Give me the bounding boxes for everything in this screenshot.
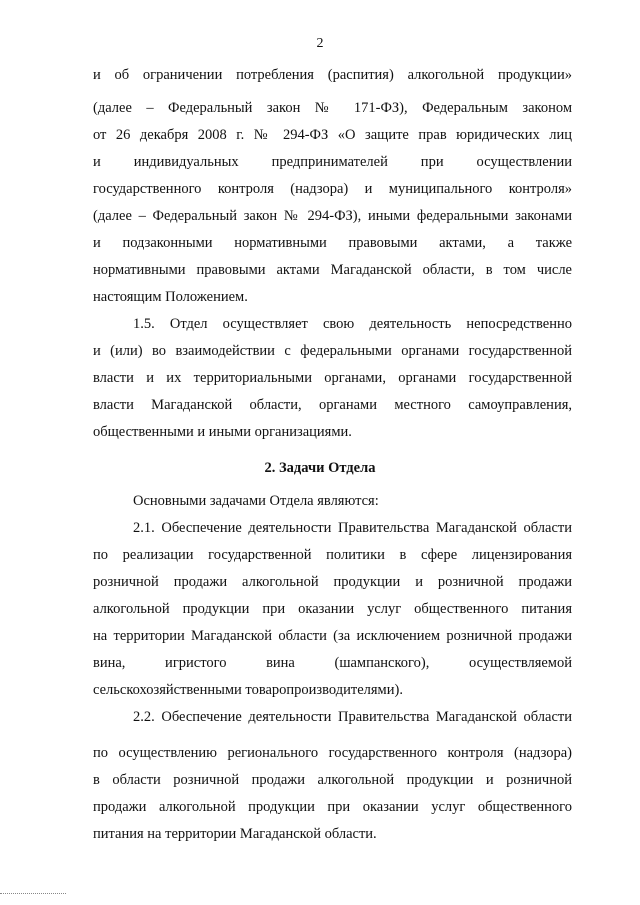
body-line: розничной продажи алкогольной продукции и розничной продажи	[93, 574, 572, 590]
footer-rule	[0, 893, 66, 894]
body-line: (далее – Федеральный закон № 294-ФЗ), иными федеральными законами	[93, 208, 572, 224]
body-line: от 26 декабря 2008 г. № 294-ФЗ «О защите прав юридических лиц	[93, 127, 572, 143]
body-line: общественными и иными организациями.	[93, 424, 352, 440]
body-line: и индивидуальных предпринимателей при осуществлении	[93, 154, 572, 170]
body-line: и об ограничении потребления (распития) алкогольной продукции»	[93, 67, 572, 83]
body-line: по осуществлению регионального государственного контроля (надзора)	[93, 745, 572, 761]
body-line: алкогольной продукции при оказании услуг общественного питания	[93, 601, 572, 617]
body-line: власти Магаданской области, органами местного самоуправления,	[93, 397, 572, 413]
body-line: 1.5. Отдел осуществляет свою деятельность непосредственно	[133, 316, 572, 332]
body-line: (далее – Федеральный закон № 171-ФЗ), Федеральным законом	[93, 100, 572, 116]
body-line: государственного контроля (надзора) и муниципального контроля»	[93, 181, 572, 197]
body-line: и подзаконными нормативными правовыми актами, а также	[93, 235, 572, 251]
body-line: Основными задачами Отдела являются:	[133, 493, 379, 509]
body-line: настоящим Положением.	[93, 289, 248, 305]
body-line: 2.1. Обеспечение деятельности Правительства Магаданской области	[133, 520, 572, 536]
body-line: власти и их территориальными органами, органами государственной	[93, 370, 572, 386]
body-line: питания на территории Магаданской области.	[93, 826, 377, 842]
body-line: в области розничной продажи алкогольной продукции и розничной	[93, 772, 572, 788]
section-heading: 2. Задачи Отдела	[264, 460, 376, 476]
body-line: на территории Магаданской области (за исключением розничной продажи	[93, 628, 572, 644]
body-line: продажи алкогольной продукции при оказании услуг общественного	[93, 799, 572, 815]
body-line: нормативными правовыми актами Магаданской области, в том числе	[93, 262, 572, 278]
body-line: и (или) во взаимодействии с федеральными органами государственной	[93, 343, 572, 359]
page-number: 2	[316, 36, 324, 51]
body-line: по реализации государственной политики в сфере лицензирования	[93, 547, 572, 563]
body-line: сельскохозяйственными товаропроизводителями).	[93, 682, 403, 698]
body-line: вина, игристого вина (шампанского), осуществляемой	[93, 655, 572, 671]
body-line: 2.2. Обеспечение деятельности Правительства Магаданской области	[133, 709, 572, 725]
